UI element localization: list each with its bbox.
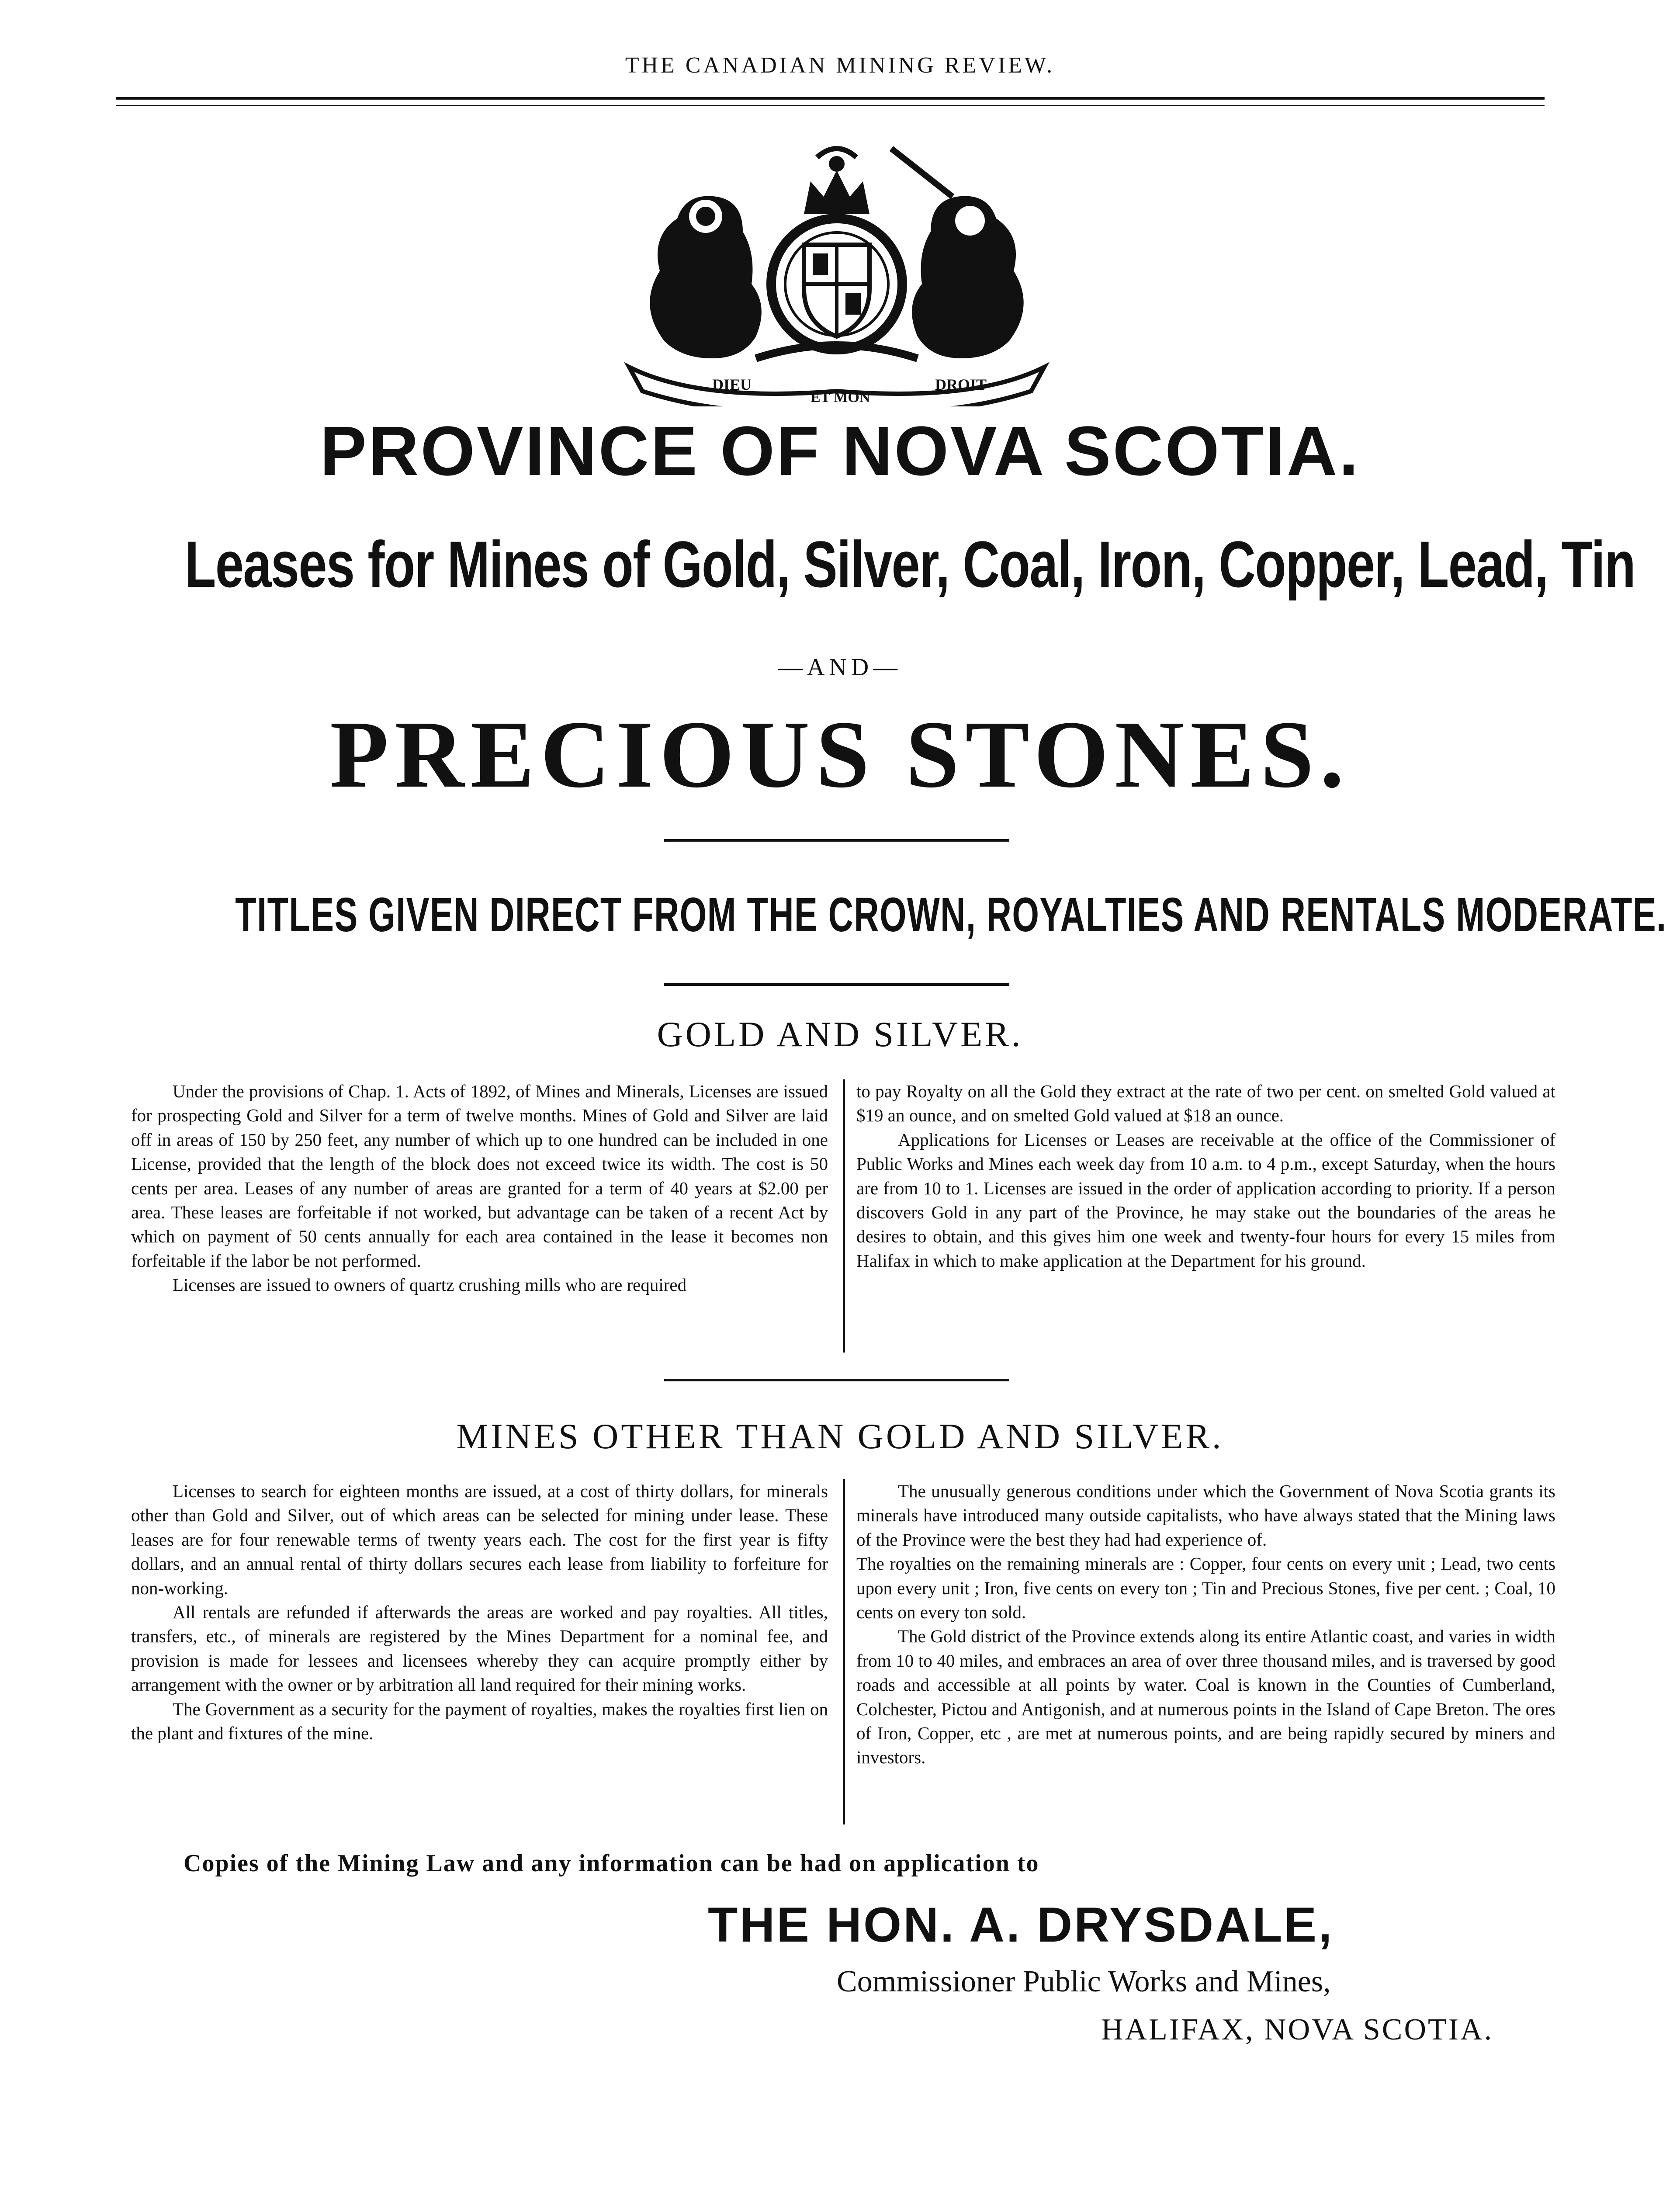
title-leases: Leases for Mines of Gold, Silver, Coal, Iron, Copper, Lead, Tin: [184, 527, 1635, 601]
paragraph: The royalties on the remaining minerals are : Copper, four cents on every unit ; Lead, two cents upon every unit ; Iron, five cents on every ton ; Tin and Precious Stones, five per cent. ; Coal, 10 cents on every ton sold.: [856, 1554, 1555, 1623]
commissioner-address: HALIFAX, NOVA SCOTIA.: [1101, 2013, 1494, 2046]
paragraph: The Government as a security for the payment of royalties, makes the royalties first lien on the plant and fixtures of the mine.: [131, 1699, 828, 1744]
copies-line: Copies of the Mining Law and any information can be had on application to: [184, 1850, 1039, 1877]
column-divider: [843, 1079, 845, 1353]
paragraph: All rentals are refunded if afterwards the areas are worked and pay royalties. All titles, transfers, etc., of minerals are registered by the Mines Department for a nominal fee, and provision is made for lessees and licensees whereby they can acquire promptly either by arrangement with the owner or by arbitration all land required for their mining works.: [131, 1602, 828, 1695]
top-rule-thin: [116, 105, 1545, 106]
mines-other-heading: MINES OTHER THAN GOLD AND SILVER.: [456, 1416, 1224, 1456]
commissioner-name: THE HON. A. DRYSDALE,: [708, 1897, 1334, 1952]
motto-left: DIEU: [712, 376, 752, 393]
title-stones: PRECIOUS STONES.: [329, 701, 1351, 808]
royal-coat-of-arms-icon: [612, 140, 1062, 406]
title-province: PROVINCE OF NOVA SCOTIA.: [320, 412, 1360, 490]
paragraph: to pay Royalty on all the Gold they extract at the rate of two per cent. on smelted Gold valued at $19 an ounce, and on smelted Gold valued at $18 an ounce.: [856, 1081, 1555, 1126]
gold-silver-heading: GOLD AND SILVER.: [657, 1014, 1023, 1054]
rule-under-titles: [664, 983, 1009, 986]
mines-other-right-column: [856, 1479, 1555, 1770]
commissioner-title: Commissioner Public Works and Mines,: [837, 1965, 1331, 1998]
paragraph: Licenses are issued to owners of quartz crushing mills who are required: [173, 1275, 687, 1295]
title-and: —AND—: [778, 654, 902, 681]
rule-between-sections: [664, 1379, 1009, 1381]
motto-right: DROIT: [935, 376, 987, 393]
titles-line: TITLES GIVEN DIRECT FROM THE CROWN, ROYALTIES AND RENTALS MODERATE.: [235, 888, 1667, 942]
paragraph: The Gold district of the Province extends along its entire Atlantic coast, and varies in width from 10 to 40 miles, and embraces an area of over three thousand miles, and is traversed by good roads and accessible at all points by water. Coal is known in the Counties of Cumberland, Colchester, Pictou and Antigonish, and at numerous points in the Island of Cape Breton. The ores of Iron, Copper, etc , are met at numerous points, and are being rapidly secured by miners and investors.: [856, 1626, 1555, 1768]
paragraph: Under the provisions of Chap. 1. Acts of 1892, of Mines and Minerals, Licenses are issued for prospecting Gold and Silver for a term of twelve months. Mines of Gold and Silver are laid off in areas of 150 by 250 feet, any number of which up to one hundred can be included in one License, provided that the length of the block does not exceed twice its width. The cost is 50 cents per area. Leases of any number of areas are granted for a term of 40 years at $2.00 per area. These leases are forfeitable if not worked, but advantage can be taken of a recent Act by which on payment of 50 cents annually for each area contained in the lease it becomes non forfeitable if the labor be not performed.: [131, 1081, 828, 1271]
top-rule: [116, 97, 1545, 100]
paragraph: Licenses to search for eighteen months are issued, at a cost of thirty dollars, for minerals other than Gold and Silver, out of which areas can be selected for mining under lease. These leases are for four renewable terms of twenty years each. The cost for the first year is fifty dollars, and an annual rental of thirty dollars secures each lease from liability to forfeiture for non-working.: [131, 1481, 828, 1598]
gold-silver-left-column: [131, 1079, 828, 1297]
mines-other-left-column: [131, 1479, 828, 1745]
column-divider: [843, 1479, 845, 1824]
paragraph: The unusually generous conditions under which the Government of Nova Scotia grants its minerals have introduced many outside capitalists, who have always stated that the Mining laws of the Province were the best they had had experience of.: [856, 1481, 1555, 1550]
rule-under-stones: [664, 839, 1009, 842]
gold-silver-right-column: [856, 1079, 1555, 1273]
paragraph: Applications for Licenses or Leases are receivable at the office of the Commissioner of Public Works and Mines each week day from 10 a.m. to 4 p.m., except Saturday, when the hours are from 10 to 1. Licenses are issued in the order of application according to priority. If a person discovers Gold in any part of the Province, he may stake out the boundaries of the areas he desires to obtain, and this gives him one week and twenty-four hours for every 15 miles from Halifax in which to make application at the Department for his ground.: [856, 1129, 1555, 1271]
motto-center: ET MON: [811, 389, 870, 406]
running-head: THE CANADIAN MINING REVIEW.: [625, 53, 1055, 78]
